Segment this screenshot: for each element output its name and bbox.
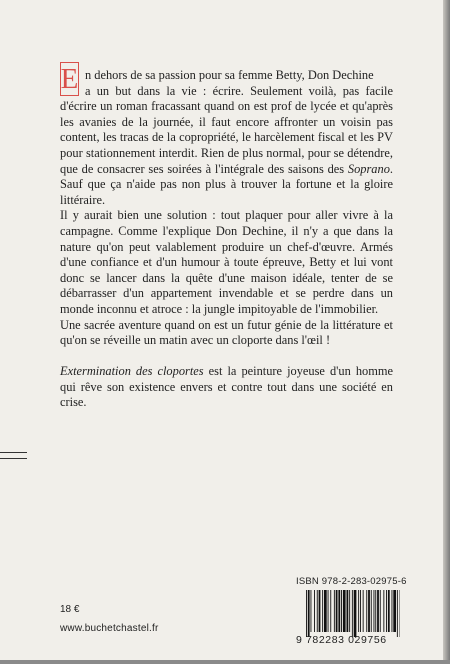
blurb-paragraph-3: Une sacrée aventure quand on est un futur génie de la littérature et qu'on se réveille un matin avec un cloporte dans l'œil ! xyxy=(60,317,393,348)
fold-mark xyxy=(0,452,27,453)
blurb-paragraph-4 xyxy=(60,364,393,411)
barcode xyxy=(306,590,400,637)
blurb-text xyxy=(60,68,393,411)
dropcap-letter: E xyxy=(60,62,79,95)
blurb-line-2: a un but dans la vie : écrire. Seulement voilà, pas facile xyxy=(85,83,393,98)
page-edge-right xyxy=(443,0,450,664)
blurb-paragraph-2: Il y aurait bien une solution : tout plaquer pour aller vivre à la campagne. Comme l'explique Don Dechine, il n'y a que dans la nature qu'on peut valablement produire un chef-d'œuvre. Armés d'une confiance et d'un humour à toute épreuve, Betty et lui vont donc se lancer dans la quête d'une maison idéale, tenter de se débarrasser d'un appartement invendable et se perdre dans un monde inconnu et atroce : la jungle impitoyable de l'immobilier. xyxy=(60,208,393,316)
blurb-p4-rest: est la peinture joyeuse d'un homme qui rêve son existence envers et contre tout dans une société en crise. xyxy=(60,364,393,410)
publisher-website: www.buchetchastel.fr xyxy=(60,623,159,634)
fold-mark xyxy=(0,458,27,459)
blurb-p1-end: . Sauf que ça n'aide pas non plus à trouver la fortune et la gloire littéraire. xyxy=(60,161,393,207)
blurb-line-1: n dehors de sa passion pour sa femme Betty, Don Dechine xyxy=(85,68,374,82)
page-edge-bottom xyxy=(0,660,450,664)
price: 18 € xyxy=(60,604,80,615)
isbn-text: ISBN 978-2-283-02975-6 xyxy=(296,576,407,587)
blurb-p1-italic: Soprano xyxy=(347,161,390,176)
book-title-italic: Extermination des cloportes xyxy=(60,364,204,379)
paragraph-spacer xyxy=(60,349,393,365)
barcode-digits: 9 782283 029756 xyxy=(296,634,387,646)
blurb-paragraph-1 xyxy=(60,68,393,208)
blurb-p1-continued: d'écrire un roman fracassant quand on est prof de lycée et qu'après les avanies de la journée, il faut encore affronter un voisin pas content, les tracas de la copropriété, le harcèlement fiscal et les PV pour stationnement interdit. Rien de plus normal, pour se détendre, que de consacrer ses soirées à l'intégrale des saisons des xyxy=(60,99,393,176)
